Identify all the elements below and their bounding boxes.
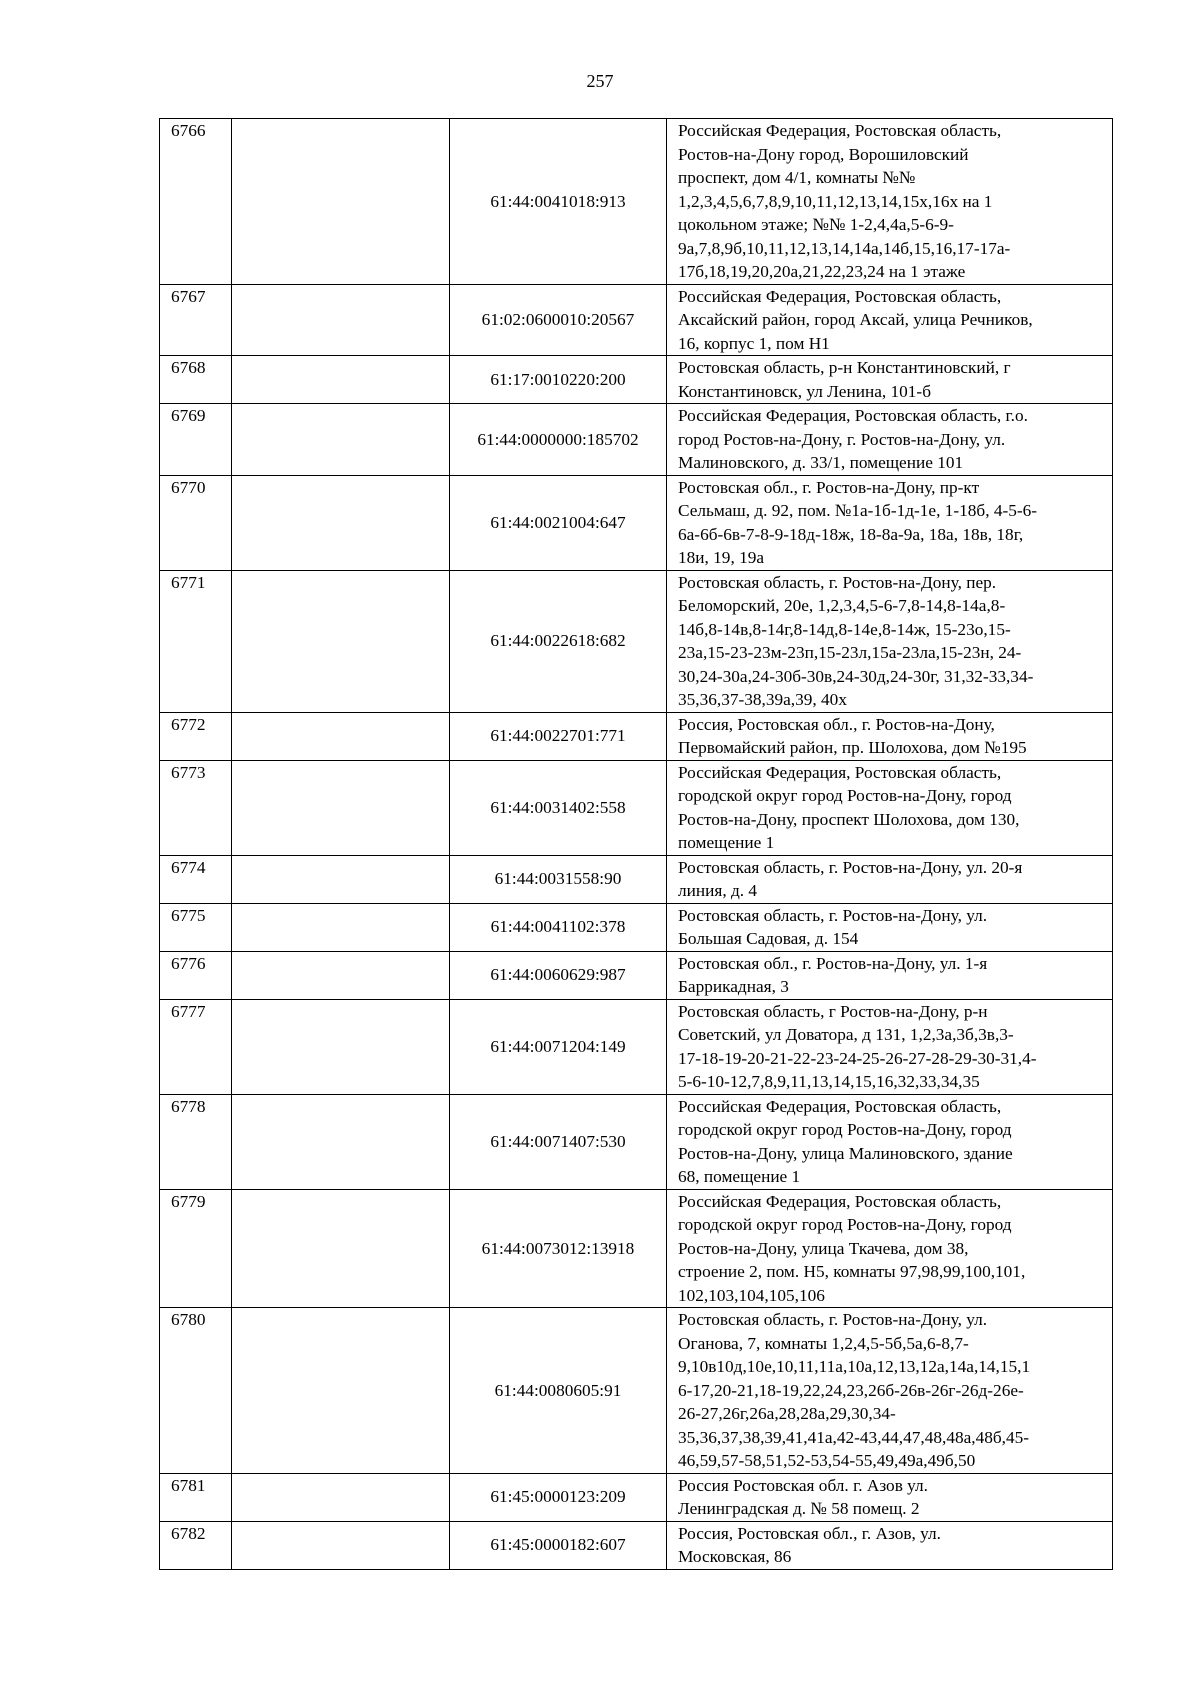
cadastral-number-cell: 61:44:0080605:91 [450, 1308, 667, 1474]
table-row [160, 1094, 1113, 1189]
empty-cell [232, 1308, 450, 1474]
address-line: 26-27,26г,26а,28,28а,29,30,34- [678, 1404, 896, 1423]
cadastral-number-cell: 61:44:0060629:987 [450, 951, 667, 999]
empty-cell [232, 570, 450, 712]
address-line: Российская Федерация, Ростовская область, г.о. [678, 406, 1028, 425]
table-row [160, 1521, 1113, 1569]
cadastral-number-cell: 61:44:0071204:149 [450, 999, 667, 1094]
row-number-cell: 6770 [160, 475, 232, 570]
address-line: город Ростов-на-Дону, г. Ростов-на-Дону, ул. [678, 429, 1006, 449]
row-number-cell: 6774 [160, 855, 232, 903]
address-cell [667, 855, 1113, 903]
address-line: Малиновского, д. 33/1, помещение 101 [678, 453, 964, 472]
address-cell [667, 1189, 1113, 1308]
empty-cell [232, 760, 450, 855]
empty-cell [232, 119, 450, 285]
empty-cell [232, 1521, 450, 1569]
address-cell [667, 119, 1113, 285]
address-line: 1,2,3,4,5,6,7,8,9,10,11,12,13,14,15х,16х на 1 [678, 191, 993, 211]
address-line: 9,10в10д,10е,10,11,11а,10а,12,13,12а,14а,14,15,1 [678, 1357, 1031, 1376]
cadastral-number-cell: 61:44:0021004:647 [450, 475, 667, 570]
address-line: Россия, Ростовская обл., г. Ростов-на-Дону, [678, 714, 995, 734]
address-line: Российская Федерация, Ростовская область, [678, 1191, 1002, 1211]
row-number-cell: 6779 [160, 1189, 232, 1308]
cadastral-number-cell: 61:44:0000000:185702 [450, 404, 667, 476]
table-row [160, 999, 1113, 1094]
row-number-cell: 6782 [160, 1521, 232, 1569]
empty-cell [232, 712, 450, 760]
cadastral-number-cell: 61:44:0071407:530 [450, 1094, 667, 1189]
table-row [160, 1308, 1113, 1474]
table-row [160, 1473, 1113, 1521]
cadastral-number-cell: 61:17:0010220:200 [450, 356, 667, 404]
address-line: 18и, 19, 19а [678, 548, 765, 567]
table-row [160, 760, 1113, 855]
page-number: 257 [586, 71, 614, 91]
row-number-cell: 6768 [160, 356, 232, 404]
address-line: Ростовская область, г Ростов-на-Дону, р-н [678, 1001, 988, 1021]
cadastral-number-cell: 61:02:0600010:20567 [450, 284, 667, 356]
address-cell [667, 1308, 1113, 1474]
address-line: Советский, ул Доватора, д 131, 1,2,3а,3б,3в,3- [678, 1025, 1014, 1044]
cadastral-number-cell: 61:44:0031402:558 [450, 760, 667, 855]
row-number-cell: 6772 [160, 712, 232, 760]
address-line: Большая Садовая, д. 154 [678, 929, 859, 948]
address-cell [667, 951, 1113, 999]
address-line: 6-17,20-21,18-19,22,24,23,26б-26в-26г-26д-26е- [678, 1380, 1024, 1400]
address-line: 30,24-30а,24-30б-30в,24-30д,24-30г, 31,32-33,34- [678, 666, 1034, 686]
address-line: 17-18-19-20-21-22-23-24-25-26-27-28-29-30-31,4- [678, 1048, 1037, 1068]
address-line: Россия Ростовская обл. г. Азов ул. [678, 1475, 928, 1495]
address-line: Ростовская обл., г. Ростов-на-Дону, пр-кт [678, 477, 980, 497]
table-row [160, 855, 1113, 903]
address-line: 35,36,37-38,39а,39, 40х [678, 690, 847, 709]
empty-cell [232, 356, 450, 404]
address-line: 23а,15-23-23м-23п,15-23л,15а-23ла,15-23н, 24- [678, 643, 1022, 662]
address-line: помещение 1 [678, 833, 775, 852]
address-line: Ростов-на-Дону, улица Ткачева, дом 38, [678, 1238, 969, 1258]
address-cell [667, 570, 1113, 712]
table-row [160, 712, 1113, 760]
address-line: Ростовская область, г. Ростов-на-Дону, ул. [678, 905, 988, 925]
table-row [160, 903, 1113, 951]
address-line: Ростовская обл., г. Ростов-на-Дону, ул. 1-я [678, 953, 988, 973]
address-line: Ростов-на-Дону город, Ворошиловский [678, 144, 969, 164]
registry-table [159, 118, 1113, 1570]
address-line: Ростовская область, р-н Константиновский, г [678, 358, 1011, 377]
cadastral-number-cell: 61:44:0041102:378 [450, 903, 667, 951]
address-line: Российская Федерация, Ростовская область, [678, 121, 1002, 140]
row-number-cell: 6780 [160, 1308, 232, 1474]
address-line: Сельмаш, д. 92, пом. №1а-1б-1д-1е, 1-18б, 4-5-6- [678, 501, 1038, 520]
address-line: Российская Федерация, Ростовская область, [678, 762, 1002, 782]
table-row [160, 951, 1113, 999]
empty-cell [232, 903, 450, 951]
address-line: Ростовская область, г. Ростов-на-Дону, ул. 20-я [678, 857, 1023, 877]
address-line: Российская Федерация, Ростовская область, [678, 1096, 1002, 1116]
empty-cell [232, 1094, 450, 1189]
address-cell [667, 760, 1113, 855]
empty-cell [232, 404, 450, 476]
address-cell [667, 1094, 1113, 1189]
empty-cell [232, 999, 450, 1094]
address-cell [667, 284, 1113, 356]
address-line: 6а-6б-6в-7-8-9-18д-18ж, 18-8а-9а, 18а, 18в, 18г, [678, 524, 1024, 544]
address-line: строение 2, пом. Н5, комнаты 97,98,99,100,101, [678, 1262, 1026, 1281]
row-number-cell: 6773 [160, 760, 232, 855]
address-cell [667, 1473, 1113, 1521]
address-cell [667, 712, 1113, 760]
address-line: Оганова, 7, комнаты 1,2,4,5-5б,5а,6-8,7- [678, 1333, 969, 1353]
address-line: 35,36,37,38,39,41,41а,42-43,44,47,48,48а,48б,45- [678, 1427, 1030, 1447]
registry-table-body [160, 119, 1113, 1570]
empty-cell [232, 951, 450, 999]
cadastral-number-cell: 61:44:0041018:913 [450, 119, 667, 285]
row-number-cell: 6766 [160, 119, 232, 285]
address-cell [667, 404, 1113, 476]
address-line: 16, корпус 1, пом Н1 [678, 333, 830, 353]
address-cell [667, 999, 1113, 1094]
row-number-cell: 6778 [160, 1094, 232, 1189]
address-line: городской округ город Ростов-на-Дону, город [678, 1215, 1012, 1234]
table-row [160, 1189, 1113, 1308]
empty-cell [232, 475, 450, 570]
empty-cell [232, 284, 450, 356]
address-line: Беломорский, 20е, 1,2,3,4,5-6-7,8-14,8-14а,8- [678, 596, 1006, 615]
address-line: Баррикадная, 3 [678, 977, 789, 996]
row-number-cell: 6767 [160, 284, 232, 356]
cadastral-number-cell: 61:44:0022618:682 [450, 570, 667, 712]
empty-cell [232, 855, 450, 903]
row-number-cell: 6781 [160, 1473, 232, 1521]
address-line: 5-6-10-12,7,8,9,11,13,14,15,16,32,33,34,35 [678, 1072, 980, 1091]
address-cell [667, 356, 1113, 404]
cadastral-number-cell: 61:44:0031558:90 [450, 855, 667, 903]
empty-cell [232, 1189, 450, 1308]
address-line: 102,103,104,105,106 [678, 1285, 825, 1305]
address-line: цокольном этаже; №№ 1-2,4,4а,5-6-9- [678, 215, 954, 234]
cadastral-number-cell: 61:44:0073012:13918 [450, 1189, 667, 1308]
address-line: Ростов-на-Дону, проспект Шолохова, дом 130, [678, 809, 1020, 829]
row-number-cell: 6776 [160, 951, 232, 999]
cadastral-number-cell: 61:45:0000123:209 [450, 1473, 667, 1521]
address-line: Ростов-на-Дону, улица Малиновского, здание [678, 1143, 1013, 1163]
address-line: Россия, Ростовская обл., г. Азов, ул. [678, 1523, 941, 1543]
address-line: линия, д. 4 [678, 881, 758, 900]
address-cell [667, 903, 1113, 951]
table-row [160, 119, 1113, 285]
address-cell [667, 475, 1113, 570]
cadastral-number-cell: 61:45:0000182:607 [450, 1521, 667, 1569]
address-line: Московская, 86 [678, 1547, 792, 1566]
address-line: 17б,18,19,20,20а,21,22,23,24 на 1 этаже [678, 262, 966, 281]
address-line: 14б,8-14в,8-14г,8-14д,8-14е,8-14ж, 15-23о,15- [678, 619, 1011, 639]
row-number-cell: 6775 [160, 903, 232, 951]
table-row [160, 570, 1113, 712]
table-row [160, 475, 1113, 570]
address-line: городской округ город Ростов-на-Дону, город [678, 786, 1012, 805]
address-line: городской округ город Ростов-на-Дону, город [678, 1120, 1012, 1139]
address-line: Российская Федерация, Ростовская область, [678, 286, 1002, 306]
address-line: Аксайский район, город Аксай, улица Речников, [678, 310, 1033, 329]
address-line: Ленинградская д. № 58 помещ. 2 [678, 1499, 920, 1518]
address-line: Ростовская область, г. Ростов-на-Дону, ул. [678, 1310, 988, 1329]
address-line: 68, помещение 1 [678, 1167, 801, 1186]
table-row [160, 404, 1113, 476]
empty-cell [232, 1473, 450, 1521]
address-line: 46,59,57-58,51,52-53,54-55,49,49а,49б,50 [678, 1451, 976, 1470]
table-row [160, 284, 1113, 356]
address-line: Первомайский район, пр. Шолохова, дом №195 [678, 738, 1027, 757]
row-number-cell: 6769 [160, 404, 232, 476]
row-number-cell: 6777 [160, 999, 232, 1094]
cadastral-number-cell: 61:44:0022701:771 [450, 712, 667, 760]
row-number-cell: 6771 [160, 570, 232, 712]
address-cell [667, 1521, 1113, 1569]
address-line: Ростовская область, г. Ростов-на-Дону, пер. [678, 572, 997, 592]
address-line: Константиновск, ул Ленина, 101-б [678, 381, 931, 401]
address-line: проспект, дом 4/1, комнаты №№ [678, 168, 916, 187]
table-row [160, 356, 1113, 404]
address-line: 9а,7,8,9б,10,11,12,13,14,14а,14б,15,16,17-17а- [678, 238, 1011, 258]
